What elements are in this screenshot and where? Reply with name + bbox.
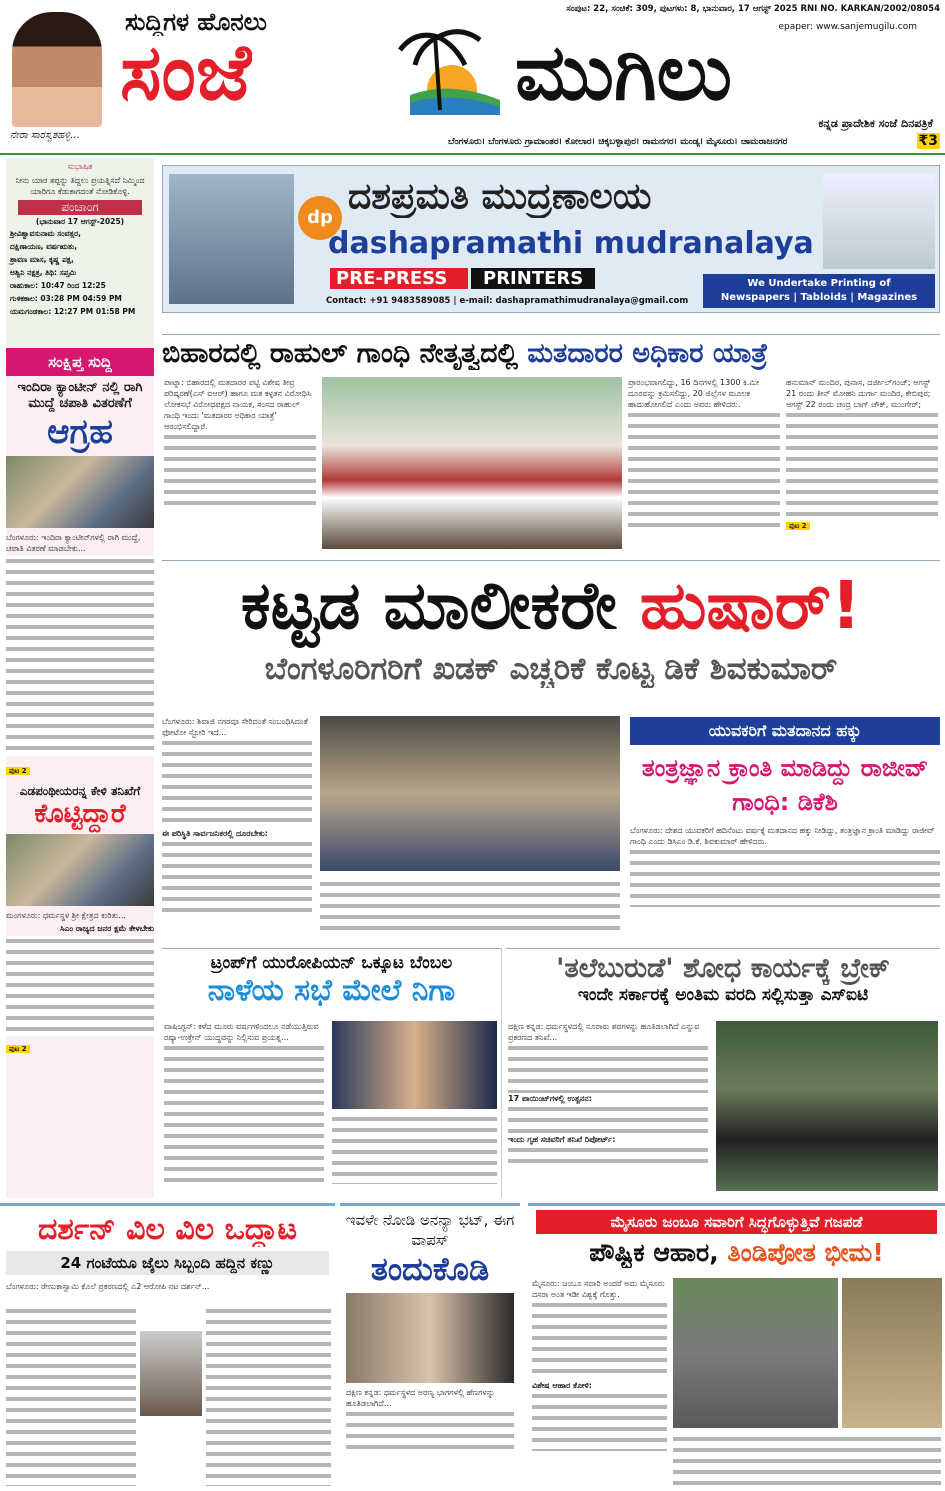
prepress-label: PRE-PRESS (330, 268, 468, 289)
sit-headline: 'ತಲೆಬುರುಡೆ' ಶೋಧ ಕಾರ್ಯಕ್ಕೆ ಬ್ರೇಕ್ (556, 953, 890, 984)
story2-quote: ಸಿಎಂ ರಾಜ್ಯದ ಜನರ ಕ್ಷಮೆ ಕೇಳಬೇಕು (6, 923, 154, 934)
food-photo (842, 1278, 942, 1428)
lead-subheadline: ಬೆಂಗಳೂರಿಗರಿಗೆ ಖಡಕ್ ಎಚ್ಚರಿಕೆ ಕೊಟ್ಟ ಡಿಕೆ ಶಿವಕುಮಾರ್ (264, 651, 838, 687)
ad-title-kannada: ದಶಪ್ರಮತಿ ಮುದ್ರಣಾಲಯ (348, 176, 652, 217)
panchanga-item: ಶ್ರೀವಿಶ್ವಾವಸುನಾಮ ಸಂವತ್ಸರ, (10, 229, 81, 238)
rajiv-box (630, 717, 940, 937)
story1-lead: ಬೆಂಗಳೂರು: ಇಂದಿರಾ ಕ್ಯಾಂಟೀನ್‌ಗಳಲ್ಲಿ ರಾಗಿ ಮುದ್ದೆ, ಚಪಾತಿ ವಿತರಣೆ ಮಾಡಬೇಕು... (6, 533, 141, 553)
story1-body (6, 556, 154, 756)
lead-body (320, 879, 620, 935)
mysuru-lead: ಮೈಸೂರು: ಜಂಬೂ ಸವಾರಿ ಅಂದರೆ ಅದು ಮೈಸೂರು ದಸರಾ ಅಂತ ಇಡೀ ವಿಶ್ವಕ್ಕೆ ಗೊತ್ತು. (532, 1279, 665, 1299)
darshan-body-2 (206, 1306, 331, 1486)
continued-link[interactable]: ಪುಟ 2 (6, 767, 30, 775)
ananya-photo (346, 1293, 514, 1383)
epaper-link[interactable]: epaper: www.sanjemugilu.com (778, 22, 917, 32)
panchanga-item: ದಕ್ಷಿಣಾಯಣ, ವರ್ಷಋತು, (10, 242, 78, 251)
rahul-headline-blue: ಮತದಾರರ ಅಧಿಕಾರ ಯಾತ್ರೆ (527, 338, 768, 369)
leaders-photo (332, 1021, 497, 1109)
trump-body (332, 1114, 497, 1184)
story2-lead: ಮಂಗಳೂರು: ಧರ್ಮಸ್ಥಳ ಶ್ರೀ ಕ್ಷೇತ್ರದ ಕುರಿತು... (6, 911, 126, 920)
mysuru-headline (528, 1238, 945, 1268)
story1-head: ಇಂದಿರಾ ಕ್ಯಾಂಟೀನ್ ನಲ್ಲಿ ರಾಗಿ ಮುದ್ದೆ ಚಪಾತಿ ವಿತರಣೆಗೆ (17, 380, 143, 411)
masthead (0, 0, 945, 155)
undertake-text: We Undertake Printing of (747, 278, 891, 289)
panchanga-title: ಪಂಚಾಂಗ (18, 200, 142, 215)
story2-body (6, 936, 154, 1036)
panchanga-item: ಯಮಗಂಡಕಾಲ: 12:27 PM 01:58 PM (10, 307, 136, 316)
ananya-body (346, 1409, 514, 1454)
rahul-photo (322, 377, 622, 549)
lead-subhead-bullet: ಈ ಪರಿಸ್ಥಿತಿ ಸಾರ್ವಜನಿಕರಲ್ಲಿ ದೂರಬೇಕು: (162, 829, 268, 838)
rahul-headline-black: ಬಿಹಾರದಲ್ಲಿ ರಾಹುಲ್ ಗಾಂಧಿ ನೇತೃತ್ವದಲ್ಲಿ (162, 338, 518, 369)
digital-press-image (823, 174, 935, 269)
trump-col1 (164, 1021, 324, 1196)
rajiv-body (630, 847, 940, 907)
sit-col (508, 1021, 708, 1196)
lead-lead: ಬೆಂಗಳೂರು: ಶಿವಾಜಿ ನಗರವೂ ಸೇರಿದಂತೆ ಸಂಬಂಧಿಸಿದಂತೆ ಫೋಟೋ ಸ್ಟೋರಿ ಇದೆ... (162, 717, 308, 737)
rahul-col4-text: ಹನುಮಾನ್ ಮಂದಿರ, ಪುನಾಸ, ದರ್ಜೀಲ್‌ಗಂಜ್; ಆಗಸ್ಟ್ 21 ರಂದು ತೀನ್ ಮೋಹನಿ ದುರ್ಗಾ ಮಂದಿರ, ಕೇಬಿಪುರ; ಆಗಸ್ಟ್ 22 ರಂದು ಚಂದ್ರ ಬಾಗ್ ಚೌಕ್, ಮುಂಗೇರ್; (786, 378, 931, 409)
printers-label: PRINTERS (471, 268, 595, 289)
ad-title-english: dashapramathi mudranalaya (328, 226, 814, 261)
story2-head: ಎಡಪಂಥೀಯರನ್ನ ಕೇಳಿ ತನಿಖೆಗೆ (19, 784, 141, 798)
panchanga-item: ರಾಹುಕಾಲ: 10:47 ರಿಂದ 12:25 (10, 281, 106, 290)
rajiv-lead: ಬೆಂಗಳೂರು: ದೇಶದ ಯುವಕರಿಗೆ ಹದಿನೆಂಟು ವರ್ಷಕ್ಕೆ ಮತದಾನದ ಹಕ್ಕು ನೀಡಿದ್ದು, ತಂತ್ರಜ್ಞಾನ ಕ್ರಾಂತಿ ಮಾಡಿದ್ದು ರಾಜೀವ್ ಗಾಂಧಿ ಎಂದು ಡಿಸಿಎಂ ಡಿ.ಕೆ. ಶಿವಕುಮಾರ್ ಹೇಳಿದರು. (630, 826, 935, 846)
ananya-story (340, 1203, 520, 1491)
palm-sun-logo (390, 25, 505, 115)
panchanga-item: ಗುಳಿಕಕಾಲ: 03:28 PM 04:59 PM (10, 294, 122, 303)
sidebar (6, 158, 154, 1198)
mysuru-story (528, 1203, 945, 1491)
subhashita-title: ಸುಭಾಷಿತ (67, 162, 93, 171)
sit-subheadline: ಇಂದೇ ಸರ್ಕಾರಕ್ಕೆ ಅಂತಿಮ ವರದಿ ಸಲ್ಲಿಸುತ್ತಾ ಎಸ್‌ಐಟಿ (577, 985, 869, 1005)
logo-sanje: ಸಂಜೆ (120, 28, 252, 118)
mysuru-bullet: ವಿಶೇಷ ಆಹಾರ ಕೋಳಿ: (532, 1381, 592, 1390)
panchanga-date: (ಭಾನುವಾರ 17 ಆಗಸ್ಟ್-2025) (35, 217, 125, 226)
editions: ಬೆಂಗಳೂರು। ಬೆಂಗಳೂರು ಗ್ರಾಮಾಂತರ। ಕೋಲಾರ। ಚಿಕ್ಕಬಳ್ಳಾಪುರ। ರಾಮನಗರ। ಮಂಡ್ಯ। ಮೈಸೂರು। ಚಾಮರಾಜನಗರ (448, 137, 788, 147)
story1-photo (6, 456, 154, 528)
issue-info: ಸಂಪುಟ: 22, ಸಂಚಿಕೆ: 309, ಪುಟಗಳು: 8, ಭಾನುವಾರ, 17 ಆಗಸ್ಟ್ 2025 RNI NO. KARKAN/2002/08054 (566, 4, 940, 14)
rahul-col1 (164, 377, 316, 549)
trump-story (162, 948, 502, 1198)
lead-headline (162, 561, 940, 651)
ananya-kicker: ಇವಳೇ ನೋಡಿ ಅನನ್ಯಾ ಭಟ್, ಈಗ ವಾಪಸ್ (345, 1211, 515, 1249)
price-badge: ₹3 (918, 133, 938, 149)
press-machine-image (169, 174, 294, 304)
darshan-headline: ದರ್ಶನ್ ವಿಲ ವಿಲ ಒದ್ದಾಟ (37, 1212, 298, 1247)
story2-photo (6, 834, 154, 906)
continued-link[interactable]: ಪುಟ 2 (786, 522, 810, 530)
panchanga-item: ಅಶ್ವಿನಿ ನಕ್ಷತ್ರ, ತಿಥಿ: ಸಪ್ತಮಿ (10, 268, 77, 277)
editor-photo (12, 12, 102, 127)
ananya-lead: ದಕ್ಷಿಣ ಕನ್ನಡ: ಧರ್ಮಸ್ಥಳದ ಅರಣ್ಯ ಭಾಗಗಳಲ್ಲಿ ಹೆಣಗಳನ್ನು ಹೂತಿಡಲಾಗಿದೆ... (346, 1388, 495, 1408)
tagline: ಸುದ್ದಿಗಳ ಹೊನಲು (125, 8, 267, 36)
ad-contact: Contact: +91 9483589085 | e-mail: dashapramathimudranalaya@gmail.com (326, 296, 689, 306)
trump-kicker: ಟ್ರಂಪ್‌ಗೆ ಯುರೋಪಿಯನ್ ಒಕ್ಕೂಟ ಬೆಂಬಲ (210, 953, 453, 973)
mysuru-tag: ಮೈಸೂರು ಜಂಬೂ ಸವಾರಿಗೆ ಸಿದ್ಧಗೊಳ್ಳುತ್ತಿವೆ ಗಜಪಡೆ (536, 1210, 937, 1234)
story1-big: ಆಗ್ರಹ (47, 412, 113, 452)
logo-mugilu: ಮುಗಿಲು (515, 28, 732, 118)
sit-lead: ದಕ್ಷಿಣ ಕನ್ನಡ: ಧರ್ಮಸ್ಥಳದಲ್ಲಿ ನೂರಾರು ಶವಗಳನ್ನು ಹೂತಿಡಲಾಗಿದೆ ಎನ್ನುವ ಪ್ರಕರಣದ ತನಿಖೆ... (508, 1022, 700, 1042)
lead-col1 (162, 716, 312, 936)
brief-news-title: ಸಂಕ್ಷಿಪ್ತ ಸುದ್ದಿ (6, 348, 154, 376)
rajiv-tag: ಯುವಕರಿಗೆ ಮತದಾನದ ಹಕ್ಕು (630, 717, 940, 745)
printing-ad (162, 165, 940, 313)
editor-signature: ನೇರಾ ಸಾರಸ್ವತಹಳ್ಳಿ... (10, 130, 80, 141)
rahul-col3-text: ಪ್ರಾರಂಭವಾಗಲಿದ್ದು, 16 ದಿನಗಳಲ್ಲಿ 1300 ಕಿ.ಮೀ ದೂರವನ್ನು ಕ್ರಮಿಸಲಿದ್ದು, 20 ಜಿಲ್ಲೆಗಳ ಮೂಲಕ ಹಾದುಹೋಗಲಿದೆ ಎಂದು ಅವರು ಹೇಳಿದರು. (628, 378, 760, 409)
lead-headline-red: ಹುಷಾರ್! (639, 567, 862, 644)
panchanga-box (6, 158, 154, 346)
mysuru-headline-orange: ತಿಂಡಿಪೋತ ಭೀಮ! (727, 1238, 884, 1267)
sit-bullet2: ಇಂದು ಗೃಹ ಸಚಿವರಿಗೆ ತನಿಖೆ ರಿಪೋರ್ಟ್: (508, 1135, 616, 1144)
rahul-lead: ಪಾಟ್ನಾ: ಬಿಹಾರದಲ್ಲಿ ಮತದಾರರ ಪಟ್ಟಿ ವಿಶೇಷ ತೀವ್ರ ಪರಿಷ್ಕರಣೆ(ಎಸ್ ಐಆರ್) ಹಾಗೂ ಮತ ಕಳ್ಳತನ ವಿರೋಧಿಸಿ ಲೋಕಸಭೆ ವಿರೋಧಪಕ್ಷದ ನಾಯಕ, ಸಂಸದ ರಾಹುಲ್ ಗಾಂಧಿ ಇಂದು 'ಮತದಾರರ ಅಧಿಕಾರ ಯಾತ್ರೆ' ಆರಂಭಿಸಲಿದ್ದಾರೆ. (164, 378, 312, 431)
lead-headline-black: ಕಟ್ಟಡ ಮಾಲೀಕರೇ (240, 567, 617, 644)
mysuru-headline-black: ಪೌಷ್ಟಿಕ ಆಹಾರ, (589, 1238, 719, 1267)
subhashita-text: ನೀನು ಯಾರ ತಪ್ಪನ್ನು ತಿದ್ದಲು ಪ್ರಯತ್ನಿಸದೆ ನಿಮ್ಮಿಂದ ಯಾರಿಗೂ ಕೆಡುಕಾಗದಂತೆ ನೋಡಿಕೊಳ್ಳಿ. (15, 176, 145, 196)
sit-bullet1: 17 ಪಾಯಿಂಟ್‌ಗಳಲ್ಲಿ ಉತ್ಖನನ: (508, 1094, 592, 1103)
panchanga-item: ಶ್ರಾವಣ ಮಾಸ, ಕೃಷ್ಣ ಪಕ್ಷ, (10, 255, 74, 264)
trump-headline: ನಾಳೆಯ ಸಭೆ ಮೇಲೆ ನಿಗಾ (207, 973, 456, 1008)
sit-story (506, 948, 940, 1198)
darshan-story (0, 1203, 335, 1491)
story2-big: ಕೊಟ್ಟಿದ್ದಾರೆ (34, 799, 126, 829)
ad-undertake-box (703, 274, 935, 308)
rahul-col3 (628, 377, 780, 549)
ananya-headline: ತಂದುಕೊಡಿ (370, 1250, 490, 1288)
panchanga-list (10, 227, 150, 318)
mysuru-body (673, 1434, 941, 1489)
darshan-photo (140, 1331, 202, 1416)
darshan-subheadline: 24 ಗಂಟೆಯೂ ಜೈಲು ಸಿಬ್ಬಂದಿ ಹದ್ದಿನ ಕಣ್ಣು (6, 1251, 329, 1275)
elephant-photo (673, 1278, 838, 1428)
darshan-body (6, 1306, 136, 1486)
mysuru-col (532, 1278, 667, 1488)
rahul-headline (162, 338, 940, 370)
subtitle: ಕನ್ನಡ ಪ್ರಾದೇಶಿಕ ಸಂಜೆ ದಿನಪತ್ರಿಕೆ (818, 117, 933, 130)
trump-lead: ವಾಷಿಂಗ್ಟನ್: ಕಳೆದ ಮೂರು ವರ್ಷಗಳಿಂದಲೂ ನಡೆಯುತ್ತಿರುವ ರಷ್ಯಾ-ಉಕ್ರೇನ್ ಯುದ್ಧವನ್ನು ನಿಲ್ಲಿಸುವ ಪ್ರಯತ್ನ... (164, 1022, 319, 1042)
products-text: Newspapers | Tabloids | Magazines (720, 292, 918, 303)
darshan-lead: ಬೆಂಗಳೂರು: ರೇಣುಕಾಸ್ವಾಮಿ ಕೊಲೆ ಪ್ರಕರಣದಲ್ಲಿ ಎ2 ಆರೋಪಿ ನಟ ದರ್ಶನ್... (6, 1282, 210, 1291)
dp-logo: dp (298, 196, 342, 240)
rahul-col4 (786, 377, 938, 549)
continued-link[interactable]: ಪುಟ 2 (6, 1045, 30, 1053)
lead-story (162, 560, 940, 940)
rajiv-headline: ತಂತ್ರಜ್ಞಾನ ಕ್ರಾಂತಿ ಮಾಡಿದ್ದು ರಾಜೀವ್ ಗಾಂಧಿ: ಡಿಕೆಶಿ (641, 754, 929, 816)
dk-shivakumar-photo (320, 716, 620, 871)
sit-photo (716, 1021, 938, 1191)
rahul-story (162, 334, 940, 552)
